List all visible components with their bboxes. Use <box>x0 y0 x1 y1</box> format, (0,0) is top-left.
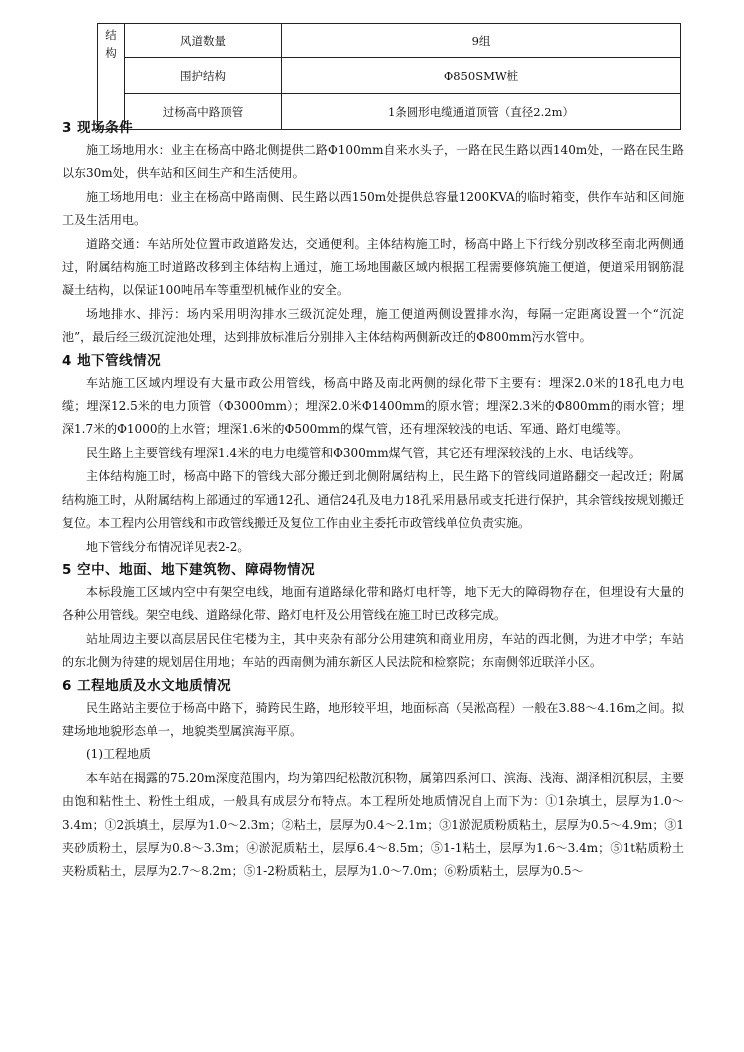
paragraph: 施工场地用电：业主在杨高中路南侧、民生路以西150m处提供总容量1200KVA的临时箱变，供作车站和区间施工及生活用电。 <box>62 189 684 228</box>
document-body <box>62 117 684 884</box>
paragraph: 民生路站主要位于杨高中路下，骑跨民生路，地形较平坦，地面标高（吴淞高程）一般在3.88～4.16m之间。拟建场地地貌形态单一，地貌类型属滨海平原。 <box>62 700 684 738</box>
table-group-label: 结构 <box>98 24 125 130</box>
table-cell-value: Φ850SMW桩 <box>282 58 681 94</box>
table-cell-label: 过杨高中路顶管 <box>125 94 282 130</box>
section-heading: 5 空中、地面、地下建筑物、障碍物情况 <box>62 561 316 578</box>
paragraph: (1)工程地质 <box>86 747 151 762</box>
paragraph: 地下管线分布情况详见表2-2。 <box>86 539 250 554</box>
paragraph: 站址周边主要以高层居民住宅楼为主，其中夹杂有部分公用建筑和商业用房，车站的西北侧，为进才中学；车站的东北侧为待建的规划居住用地；车站的西南侧为浦东新区人民法院和检察院；东南侧邻近联洋小区。 <box>62 631 684 670</box>
table-cell-label: 风道数量 <box>125 24 282 58</box>
paragraph: 民生路上主要管线有埋深1.4米的电力电缆管和Φ300mm煤气管，其它还有埋深较浅的上水、电话线等。 <box>86 445 641 460</box>
table-row <box>98 24 681 58</box>
paragraph: 场地排水、排污：场内采用明沟排水三级沉淀处理，施工便道两侧设置排水沟，每隔一定距离设置一个“沉淀池”，最后经三级沉淀池处理，达到排放标准后分别排入主体结构两侧新改迁的Φ800mm污水管中。 <box>62 306 684 345</box>
table-row <box>98 58 681 94</box>
table-cell-label: 围护结构 <box>125 58 282 94</box>
table-cell-value: 9组 <box>282 24 681 58</box>
paragraph: 本标段施工区域内空中有架空电线，地面有道路绿化带和路灯电杆等，地下无大的障碍物存在，但埋设有大量的各种公用管线。架空电线、道路绿化带、路灯电杆及公用管线在施工时已改移完成。 <box>62 584 684 623</box>
section-heading: 6 工程地质及水文地质情况 <box>62 677 232 694</box>
section-heading: 3 现场条件 <box>62 120 134 136</box>
section-heading: 4 地下管线情况 <box>62 352 162 369</box>
paragraph: 主体结构施工时，杨高中路下的管线大部分搬迁到北侧附属结构上，民生路下的管线同道路翻交一起改迁；附属结构施工时，从附属结构上部通过的军通12孔、通信24孔及电力18孔采用悬吊或支托进行保护，其余管线按规划搬迁复位。本工程内公用管线和市政管线搬迁及复位工作由业主委托市政管线单位负责实施。 <box>62 469 684 531</box>
table-cell-value: 1条圆形电缆通道顶管（直径2.2m） <box>282 94 681 130</box>
paragraph: 道路交通：车站所处位置市政道路发达，交通便利。主体结构施工时，杨高中路上下行线分别改移至南北两侧通过，附属结构施工时道路改移到主体结构上通过，施工场地围蔽区域内根据工程需要修筑施工便道，便道采用钢筋混凝土结构，以保证100吨吊车等重型机械作业的安全。 <box>62 236 684 298</box>
structure-table <box>97 23 681 130</box>
paragraph: 车站施工区域内埋设有大量市政公用管线，杨高中路及南北两侧的绿化带下主要有：埋深2.0米的18孔电力电缆；埋深12.5米的电力顶管（Φ3000mm）；埋深2.0米Φ1400mm的原水管；埋深2.3米的Φ800mm的雨水管；埋深1.7米的Φ1000的上水管；埋深1.6米的Φ500mm的煤气管，还有埋深较浅的电话、军通、路灯电缆等。 <box>62 375 684 437</box>
paragraph: 施工场地用水：业主在杨高中路北侧提供二路Φ100mm自来水头子，一路在民生路以西140m处，一路在民生路以东30m处，供车站和区间生产和生活使用。 <box>62 143 684 181</box>
paragraph: 本车站在揭露的75.20m深度范围内，均为第四纪松散沉积物，属第四系河口、滨海、浅海、湖泽相沉积层，主要由饱和粘性土、粉性土组成，一般具有成层分布特点。本工程所处地质情况自上而下为：①1杂填土，层厚为1.0～3.4m；①2浜填土，层厚为1.0～2.3m；②粘土，层厚为0.4～2.1m；③1淤泥质粉质粘土，层厚为0.5～4.9m；③1夹砂质粉土，层厚为0.8～3.3m；④淤泥质粘土，层厚6.4～8.5m；⑤1-1粘土，层厚为1.6～3.4m；⑤1t粘质粉土夹粉质粘土，层厚为2.7～8.2m；⑤1-2粉质粘土，层厚为1.0～7.0m；⑥粉质粘土，层厚为0.5～ <box>62 770 685 879</box>
